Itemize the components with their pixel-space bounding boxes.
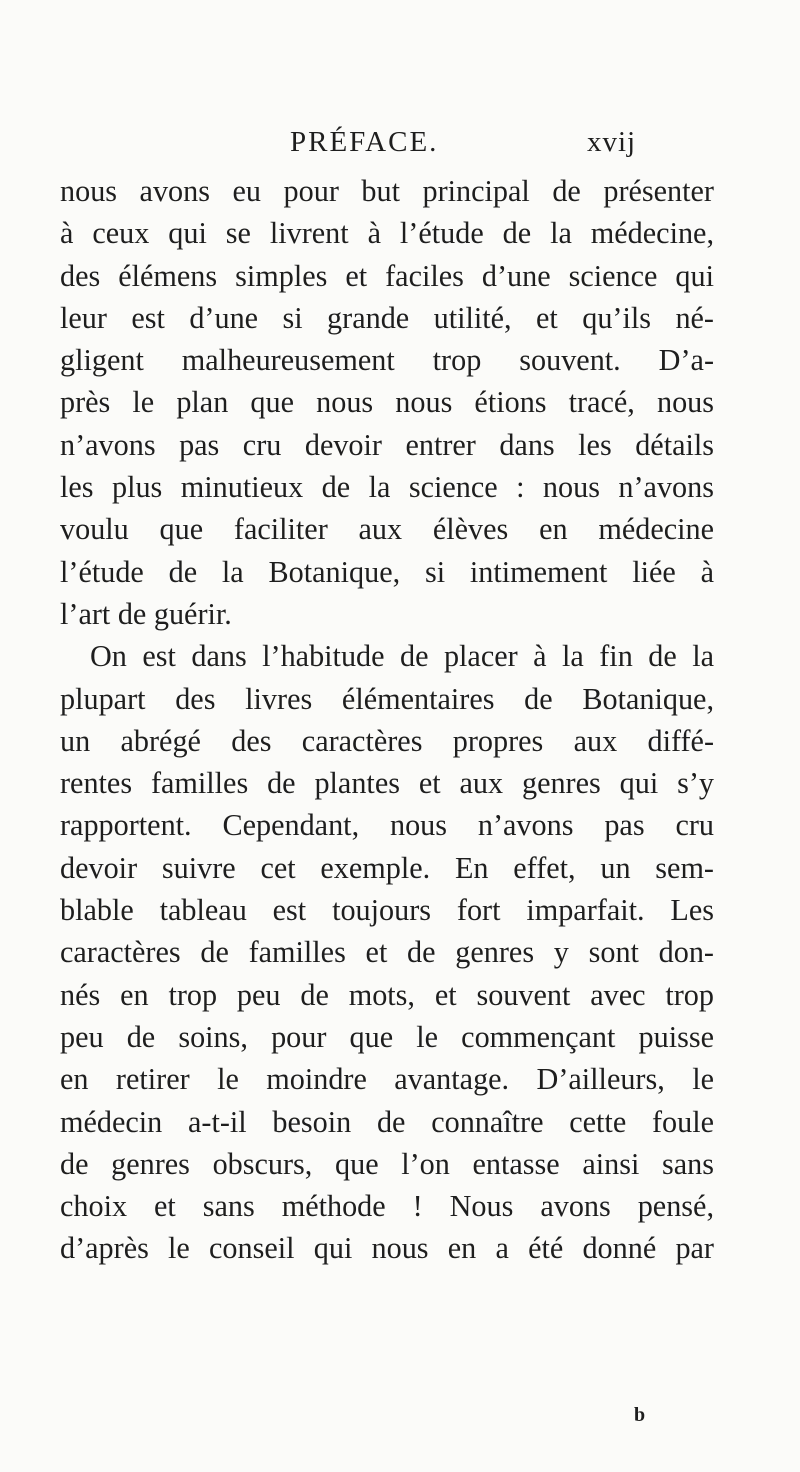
body-text	[60, 170, 714, 1270]
text-line: gligent malheureusement trop souvent. D’a-	[60, 343, 714, 378]
text-line: caractères de familles et de genres y sont don-	[60, 935, 714, 970]
text-line: à ceux qui se livrent à l’étude de la médecine,	[60, 216, 714, 251]
text-line: leur est d’une si grande utilité, et qu’ils né-	[60, 300, 714, 335]
text-line: voulu que faciliter aux élèves en médecine	[60, 512, 714, 547]
text-line: choix et sans méthode ! Nous avons pensé,	[60, 1189, 714, 1224]
text-line: rapportent. Cependant, nous n’avons pas cru	[60, 808, 714, 843]
running-head	[0, 126, 800, 166]
text-line: On est dans l’habitude de placer à la fin de la	[90, 639, 714, 674]
running-head-title: PRÉFACE.	[290, 126, 439, 158]
text-line: des élémens simples et faciles d’une science qui	[60, 258, 714, 293]
text-line: un abrégé des caractères propres aux diffé-	[60, 723, 714, 758]
text-line: l’art de guérir.	[60, 596, 232, 631]
text-line: médecin a-t-il besoin de connaître cette foule	[60, 1104, 714, 1139]
text-line: n’avons pas cru devoir entrer dans les détails	[60, 427, 714, 462]
text-line: nous avons eu pour but principal de présenter	[60, 174, 714, 208]
text-line: peu de soins, pour que le commençant puisse	[60, 1019, 714, 1054]
text-line: devoir suivre cet exemple. En effet, un sem-	[60, 850, 714, 885]
text-line: près le plan que nous nous étions tracé, nous	[60, 385, 714, 420]
text-line: l’étude de la Botanique, si intimement liée à	[60, 554, 714, 589]
text-line: de genres obscurs, que l’on entasse ainsi sans	[60, 1146, 714, 1181]
text-line: nés en trop peu de mots, et souvent avec trop	[60, 977, 714, 1012]
text-line: d’après le conseil qui nous en a été donné par	[60, 1231, 714, 1266]
signature-mark: b	[634, 1404, 646, 1426]
text-line: les plus minutieux de la science : nous n’avons	[60, 470, 714, 505]
page-number: xvij	[587, 126, 637, 158]
text-line: rentes familles de plantes et aux genres qui s’y	[60, 766, 714, 801]
text-line: blable tableau est toujours fort imparfait. Les	[60, 893, 714, 928]
text-line: plupart des livres élémentaires de Botanique,	[60, 681, 714, 716]
text-line: en retirer le moindre avantage. D’ailleurs, le	[60, 1062, 714, 1097]
